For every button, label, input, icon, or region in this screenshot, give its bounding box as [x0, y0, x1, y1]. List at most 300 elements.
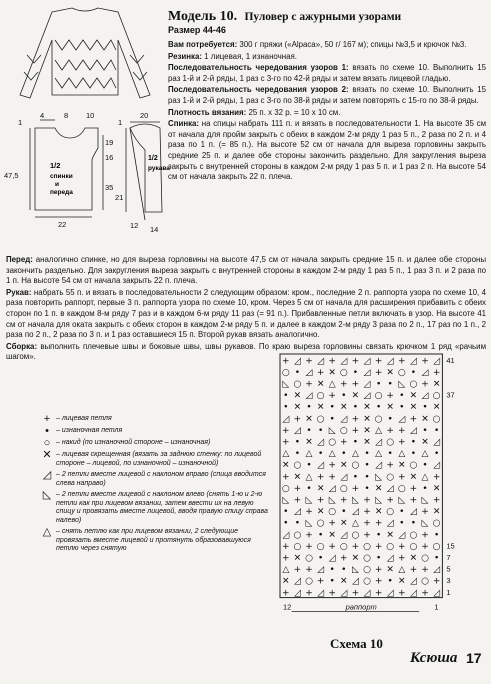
chart-cell: ◿ — [328, 553, 336, 564]
chart-cell: • — [433, 530, 440, 541]
chart-cell: + — [432, 495, 441, 506]
chart-cell: ○ — [386, 541, 395, 552]
chart-cell: △ — [351, 518, 359, 529]
chart-cell: ◿ — [363, 367, 371, 378]
chart-cell: + — [351, 483, 360, 494]
chart-cell: ✕ — [316, 483, 325, 494]
chart-cell: + — [421, 565, 429, 576]
chart-cell: △ — [375, 449, 383, 460]
chart-cell: • — [433, 425, 440, 436]
chart-cell: • — [352, 472, 359, 483]
rapport-label: раппорт — [345, 602, 377, 612]
chart-cell: + — [316, 472, 325, 483]
measurement-labels — [4, 111, 158, 234]
page-number: 17 — [466, 650, 482, 666]
chart-cell: • — [364, 460, 370, 471]
chart-cell: ✕ — [293, 391, 302, 402]
instructions-right-column — [168, 40, 486, 184]
chart-cell: • — [306, 460, 312, 471]
size-label: Размер 44-46 — [168, 25, 226, 35]
chart-cell: ◺ — [375, 495, 383, 506]
instructions-full-width — [6, 255, 486, 367]
chart-cell: + — [432, 576, 441, 587]
chart-cell: ◺ — [328, 425, 336, 436]
front-label: 1/2 — [50, 161, 61, 170]
chart-cell: △ — [305, 449, 313, 460]
row-label: 1 — [446, 587, 451, 597]
chart-cell: ◿ — [409, 576, 417, 587]
chart-cell: ◿ — [433, 437, 441, 448]
chart-cell: • — [399, 402, 405, 413]
chart-cell: ✕ — [409, 391, 418, 402]
chart-cell: + — [374, 576, 383, 587]
chart-cell: ◺ — [375, 472, 383, 483]
svg-text:35: 35 — [105, 183, 114, 192]
chart-cell: ✕ — [386, 530, 394, 541]
chart-cell: △ — [398, 449, 406, 460]
chart-cell: ○ — [409, 460, 418, 471]
svg-text:рукава: рукава — [148, 165, 170, 172]
chart-cell: + — [421, 530, 429, 541]
chart-cell: ◺ — [421, 495, 429, 506]
chart-cell: ◿ — [340, 588, 348, 599]
brand-logo: Ксюша — [410, 650, 458, 666]
chart-cell: + — [328, 588, 336, 599]
chart-cell: + — [386, 391, 394, 402]
chart-cell: • — [375, 379, 382, 390]
chart-cell: ◿ — [433, 565, 441, 576]
chart-cell: • — [387, 449, 393, 460]
chart-cell: ◺ — [305, 518, 313, 529]
chart-title: Схема 10 — [330, 636, 383, 651]
chart-cell: ◿ — [386, 483, 394, 494]
chart-cell: + — [363, 518, 371, 529]
row-label: 3 — [446, 576, 451, 586]
chart-cell: ◿ — [351, 507, 359, 518]
chart-cell: • — [283, 402, 289, 413]
symbol-legend — [38, 415, 268, 557]
chart-cell: ◿ — [317, 356, 325, 367]
legend-item-k2tog-left: ◺ – 2 петли вместе лицевой с наклоном влево (снять 1-ю и 2-ю петли как при лицевом вязании, затем ввести их на левую спицу и провязать вместе лицевой, вводя правую спицу справа налево) — [38, 491, 268, 525]
chart-cell: ○ — [351, 460, 360, 471]
chart-cell: + — [316, 576, 325, 587]
chart-cell: ○ — [351, 530, 360, 541]
chart-cell: • — [375, 553, 382, 564]
chart-cell: + — [282, 553, 290, 564]
chart-cell: • — [283, 391, 289, 402]
svg-text:и: и — [55, 181, 59, 188]
chart-cell: + — [409, 483, 418, 494]
chart-cell: • — [294, 437, 301, 448]
sweater-sketch — [20, 8, 150, 98]
chart-cell: • — [387, 414, 393, 425]
chart-cell: + — [432, 367, 441, 378]
chart-cell: ○ — [363, 576, 371, 587]
chart-cell: + — [305, 565, 313, 576]
chart-cell: ○ — [339, 425, 348, 436]
chart-cell: • — [341, 391, 347, 402]
chart-cell: ○ — [281, 483, 290, 494]
chart-cell: • — [341, 565, 347, 576]
chart-cell: ✕ — [316, 379, 325, 390]
chart-cell: • — [422, 425, 428, 436]
chart-cell: • — [283, 518, 289, 529]
chart-cell: ◿ — [409, 588, 417, 599]
chart-cell: △ — [398, 565, 406, 576]
legend-item-crossed: ✕ – лицевая скрещенная (вязать за заднюю стенку: по лицевой стороне – лицевой, по изнаночной – изнаночной) — [38, 451, 268, 468]
chart-cell: + — [305, 507, 313, 518]
svg-text:10: 10 — [86, 111, 95, 120]
chart-cell: ◿ — [305, 367, 313, 378]
svg-text:21: 21 — [115, 193, 124, 202]
chart-cell: ◿ — [363, 588, 371, 599]
chart-cell: ◿ — [398, 530, 406, 541]
row-label: 15 — [446, 541, 455, 551]
chart-cell: ✕ — [363, 425, 371, 436]
chart-cell: • — [306, 425, 312, 436]
chart-cell: • — [422, 402, 428, 413]
chart-cell: △ — [282, 449, 290, 460]
chart-cell: ○ — [432, 391, 441, 402]
chart-cell: △ — [421, 472, 429, 483]
chart-cell: ○ — [386, 507, 395, 518]
chart-cell: + — [421, 356, 429, 367]
chart-cell: ○ — [316, 518, 325, 529]
chart-cell: • — [306, 483, 312, 494]
chart-cell: • — [399, 391, 405, 402]
svg-text:1: 1 — [118, 118, 123, 127]
chart-cell: ✕ — [293, 402, 302, 413]
svg-text:19: 19 — [105, 138, 114, 147]
chart-cell: ○ — [363, 553, 371, 564]
chart-cell: ◿ — [293, 356, 301, 367]
chart-cell: ◺ — [398, 495, 406, 506]
svg-text:20: 20 — [140, 111, 149, 120]
sleeve-label: 1/2 — [148, 155, 158, 162]
chart-cell: + — [421, 541, 429, 552]
chart-cell: ✕ — [340, 460, 348, 471]
chart-cell: ✕ — [328, 530, 336, 541]
chart-cell: ○ — [281, 367, 290, 378]
chart-cell: ◺ — [351, 565, 359, 576]
chart-cell: △ — [421, 449, 429, 460]
model-title — [168, 8, 401, 25]
chart-cell: ○ — [374, 391, 383, 402]
chart-cell: ✕ — [374, 507, 383, 518]
legend-item-knit: + – лицевая петля — [38, 415, 268, 424]
chart-cell: ✕ — [363, 437, 371, 448]
chart-cell: ◿ — [386, 356, 394, 367]
chart-cell: + — [386, 460, 394, 471]
chart-cell: ◿ — [386, 518, 394, 529]
chart-cell: ◿ — [421, 367, 429, 378]
chart-cell: + — [363, 507, 371, 518]
svg-text:1: 1 — [18, 118, 23, 127]
chart-cell: ◿ — [317, 588, 325, 599]
chart-cell: ✕ — [398, 460, 406, 471]
paragraph-materials: Вам потребуется: 300 г пряжи («Alpaca», 50 г/ 167 м); спицы №3,5 и крючок №3. — [168, 40, 467, 49]
chart-cell: ○ — [339, 367, 348, 378]
chart-cell: + — [328, 541, 336, 552]
chart-cell: + — [282, 356, 290, 367]
chart-cell: + — [421, 507, 429, 518]
chart-cell: ✕ — [432, 402, 441, 413]
triangle-up-icon: △ — [42, 526, 52, 538]
chart-cell: ✕ — [316, 402, 325, 413]
chart-cell: ✕ — [328, 367, 336, 378]
svg-text:22: 22 — [58, 220, 67, 229]
chart-cell: + — [398, 425, 406, 436]
chart-cell: ○ — [339, 541, 348, 552]
chart-cell: • — [294, 449, 301, 460]
chart-cell: ✕ — [386, 402, 394, 413]
chart-cell: • — [329, 576, 335, 587]
chart-cell: + — [363, 495, 371, 506]
chart-cell: • — [422, 460, 428, 471]
svg-text:спинки: спинки — [50, 173, 73, 180]
chart-cell: + — [351, 414, 360, 425]
svg-text:переда: переда — [50, 189, 73, 196]
chart-cell: + — [409, 414, 418, 425]
chart-cell: ✕ — [316, 507, 325, 518]
chart-cell: ✕ — [340, 518, 348, 529]
chart-cell: ✕ — [386, 367, 394, 378]
chart-cell: ○ — [316, 414, 325, 425]
chart-cell: • — [341, 507, 347, 518]
chart-cell: ◿ — [351, 576, 359, 587]
paragraph-rib: Резинка: 1 лицевая, 1 изнаночная. — [168, 51, 297, 61]
chart-cell: ○ — [293, 460, 302, 471]
front-back-schematic — [30, 120, 103, 217]
chart-cell: + — [305, 541, 313, 552]
chart-cell: ✕ — [293, 472, 302, 483]
chart-cell: + — [340, 379, 348, 390]
chart-cell: ○ — [316, 541, 325, 552]
chart-cell: • — [410, 518, 417, 529]
chart-cell: ◿ — [409, 356, 417, 367]
chart-cell: ✕ — [421, 437, 429, 448]
legend-item-k2tog-right: ◿ – 2 петли вместе лицевой с наклоном вправо (спица вводится слева направо) — [38, 471, 268, 488]
chart-cell: ✕ — [351, 553, 360, 564]
chart-cell: ○ — [305, 576, 313, 587]
chart-cell: ✕ — [432, 507, 441, 518]
chart-cell: + — [351, 425, 360, 436]
chart-cell: ✕ — [282, 576, 290, 587]
chart-cell: + — [351, 379, 360, 390]
chart-cell: ◿ — [375, 437, 383, 448]
chart-cell: • — [352, 367, 359, 378]
chart-cell: ◿ — [282, 414, 290, 425]
chart-cell: ○ — [432, 541, 441, 552]
chart-cell: ✕ — [351, 391, 360, 402]
chart-cell: ◿ — [363, 379, 371, 390]
knitting-chart — [272, 350, 482, 612]
chart-cell: • — [364, 449, 370, 460]
chart-cell: ◿ — [409, 507, 417, 518]
chart-cell: + — [293, 495, 302, 506]
chart-cell: + — [316, 495, 325, 506]
model-name: Пуловер с ажурными узорами — [244, 11, 402, 23]
chart-cell: △ — [305, 472, 313, 483]
chart-cell: ◿ — [293, 576, 301, 587]
chart-cell: ◿ — [293, 425, 301, 436]
chart-cell: △ — [351, 449, 359, 460]
chart-cell: + — [398, 588, 406, 599]
chart-cell: ◿ — [293, 588, 301, 599]
chart-cell: ◿ — [282, 530, 290, 541]
chart-cell: ◿ — [340, 356, 348, 367]
chart-cell: ◿ — [386, 588, 394, 599]
chart-cell: ✕ — [282, 460, 290, 471]
paragraph-sequence-1: Последовательность чередования узоров 1: вязать по схеме 10. Выполнить 15 раз 1-й и 2-й ряды, 1 раз с 3-го по 42-й ряды и затем вязать лицевой гладью. — [168, 63, 486, 83]
model-number: Модель 10. — [168, 9, 238, 24]
chart-cell: • — [364, 472, 370, 483]
chart-cell: ✕ — [409, 472, 418, 483]
chart-cell: ○ — [421, 553, 429, 564]
chart-cell: ○ — [409, 541, 418, 552]
chart-cell: + — [398, 472, 406, 483]
cross-icon: ✕ — [42, 449, 52, 461]
chart-cell: ○ — [363, 565, 371, 576]
chart-cell: + — [421, 379, 429, 390]
chart-cell: + — [282, 472, 290, 483]
chart-cell: ◿ — [317, 565, 325, 576]
col-label-end: 1 — [434, 602, 439, 612]
chart-cell: ○ — [409, 379, 418, 390]
chart-cell: • — [306, 402, 312, 413]
chart-cell: • — [410, 449, 417, 460]
chart-cell: ✕ — [363, 414, 371, 425]
chart-cell: + — [386, 425, 394, 436]
chart-cell: • — [317, 530, 324, 541]
chart-cell: + — [398, 553, 406, 564]
chart-cell: • — [294, 367, 301, 378]
row-label: 5 — [446, 564, 451, 574]
chart-cell: ◿ — [386, 553, 394, 564]
chart-cell: • — [294, 518, 301, 529]
chart-cell: ○ — [421, 576, 429, 587]
chart-cell: + — [351, 588, 360, 599]
chart-cell: ✕ — [421, 414, 429, 425]
chart-cell: ✕ — [409, 402, 418, 413]
chart-cell: ○ — [397, 367, 406, 378]
chart-cell: + — [351, 541, 360, 552]
chart-cell: + — [305, 530, 313, 541]
chart-cell: • — [317, 449, 324, 460]
chart-cell: + — [305, 588, 313, 599]
chart-cell: ◿ — [421, 391, 429, 402]
chart-cell: △ — [282, 565, 290, 576]
chart-cell: • — [352, 437, 359, 448]
svg-text:47,5: 47,5 — [4, 171, 19, 180]
chart-cell: ◿ — [328, 483, 336, 494]
chart-cell: + — [293, 414, 302, 425]
chart-cell: • — [433, 553, 440, 564]
plus-icon: + — [43, 413, 51, 425]
chart-cell: ◿ — [340, 530, 348, 541]
triangle-left-icon: ◺ — [42, 489, 52, 501]
chart-cell: + — [421, 588, 429, 599]
chart-cell: ◿ — [433, 356, 441, 367]
chart-cell: ◿ — [340, 472, 348, 483]
chart-cell: + — [398, 541, 406, 552]
paragraph-gauge: Плотность вязания: 25 п. х 32 р. = 10 х 10 см. — [168, 107, 341, 117]
chart-cell: + — [409, 565, 418, 576]
chart-cell: ◿ — [433, 460, 441, 471]
chart-cell: + — [374, 356, 383, 367]
chart-cell: • — [399, 518, 405, 529]
chart-cell: ✕ — [363, 402, 371, 413]
chart-cell: • — [283, 507, 289, 518]
chart-cell: + — [328, 391, 336, 402]
chart-cell: ✕ — [432, 379, 441, 390]
circle-icon: ○ — [43, 437, 51, 449]
chart-cell: ◺ — [328, 495, 336, 506]
chart-cell: + — [398, 356, 406, 367]
chart-cell: + — [374, 565, 383, 576]
svg-text:8: 8 — [64, 111, 69, 120]
dot-icon: • — [45, 425, 49, 437]
chart-cell: • — [387, 379, 393, 390]
chart-cell: ◿ — [363, 356, 371, 367]
chart-cell: • — [387, 576, 393, 587]
paragraph-front: Перед: аналогично спинке, но для выреза горловины на высоте 47,5 см от начала закрыть средние 15 п. и далее обе стороны закончить раздельно. Для закругления выреза закрыть с внутренней стороны в каждом 2-м ряду 1 раз 5 п., 1 раз 3 п. и 2 раза по 1 п. На высоте 54 см от начала закрыть 22 п. плеча. — [6, 255, 486, 286]
triangle-right-icon: ◿ — [42, 469, 52, 481]
paragraph-sequence-2: Последовательность чередования узоров 2: вязать по схеме 10. Выполнить 15 раз 1-й и 2-й ряды, 1 раз с 3-го по 38-й ряды и затем повторять с 15-го по 38-й ряды. — [168, 85, 486, 105]
chart-cell: ◿ — [340, 414, 348, 425]
legend-item-yarn-over: ○ – накид (по изнаночной стороне – изнаночная) — [38, 439, 268, 448]
chart-cell: • — [364, 483, 370, 494]
chart-cell: ✕ — [305, 414, 313, 425]
col-label-start: 12 — [283, 602, 292, 612]
chart-cell: ○ — [339, 483, 348, 494]
chart-cell: ◿ — [317, 460, 325, 471]
chart-cell: △ — [328, 379, 336, 390]
chart-cell: ○ — [386, 437, 395, 448]
chart-cell: + — [282, 541, 290, 552]
chart-cell: ✕ — [409, 553, 418, 564]
chart-cell: ○ — [316, 391, 325, 402]
chart-cell: • — [329, 414, 335, 425]
chart-cell: + — [328, 472, 336, 483]
chart-cell: + — [374, 588, 383, 599]
chart-cell: ◺ — [421, 518, 429, 529]
chart-cell: ○ — [293, 541, 302, 552]
paragraph-sleeve: Рукав: набрать 55 п. и вязать в последовательности 2 следующим образом: кром., последние 2 п. раппорта узора по схеме 10, 4 раза повторить раппорт, первые 3 п. раппорта узора по схеме 10, кром. Через 5 см от начала для расширения прибавить с обеих сторон по 1 п. в каждом 8-м ряду 7 раз и в каждом 6-м ряду 11 раз (= 91 п.). Прибавленные петли включать в узор. На высоте 41 см от начала для оката закрыть с обеих сторон в каждом 2-м ряду 5 п. и далее в каждом 2-м ряду 3 раза по 2 п., 17 раз по 1 п., 2 раза по 2 п., 2 раза по 3 п. и 1 раз оставшиеся 15 п. Второй рукав вязать аналогично. — [6, 287, 486, 340]
chart-cell: ○ — [374, 414, 383, 425]
chart-cell: + — [328, 460, 336, 471]
chart-cell: • — [410, 367, 417, 378]
row-label: 41 — [446, 355, 455, 365]
chart-cell: + — [374, 367, 383, 378]
chart-cell: ◿ — [398, 414, 406, 425]
chart-cell: ○ — [432, 414, 441, 425]
chart-cell: ◿ — [375, 460, 383, 471]
chart-cell: ◿ — [433, 588, 441, 599]
chart-cell: ◿ — [409, 425, 417, 436]
paragraph-back: Спинка: на спицы набрать 111 п. и вязать в последовательности 1. На высоте 35 см от начала для пройм закрыть с обеих в каждом 2-м ряду 1 раз 5 п., 2 раза по 2 п. и 4 раза по 1 п. (= 85 п.). На высоте 52 см от начала для выреза горловины закрыть средние 25 п. и далее обе стороны закончить раздельно. Для закругления выреза закрыть с внутренней стороны в каждом 2-м ряду 1 раз 5 п. и 1 раз 2 п. На высоте 54 см от начала закрыть 22 п. плеча. — [168, 119, 486, 182]
chart-cell: + — [293, 565, 302, 576]
chart-cell: ✕ — [340, 402, 348, 413]
chart-cell: ◺ — [351, 495, 359, 506]
chart-cell: ○ — [386, 472, 395, 483]
svg-text:14: 14 — [150, 225, 159, 234]
chart-cell: + — [282, 588, 290, 599]
chart-cell: ○ — [409, 530, 418, 541]
chart-cell: ◿ — [363, 391, 371, 402]
chart-cell: + — [398, 437, 406, 448]
chart-cell: + — [316, 367, 325, 378]
